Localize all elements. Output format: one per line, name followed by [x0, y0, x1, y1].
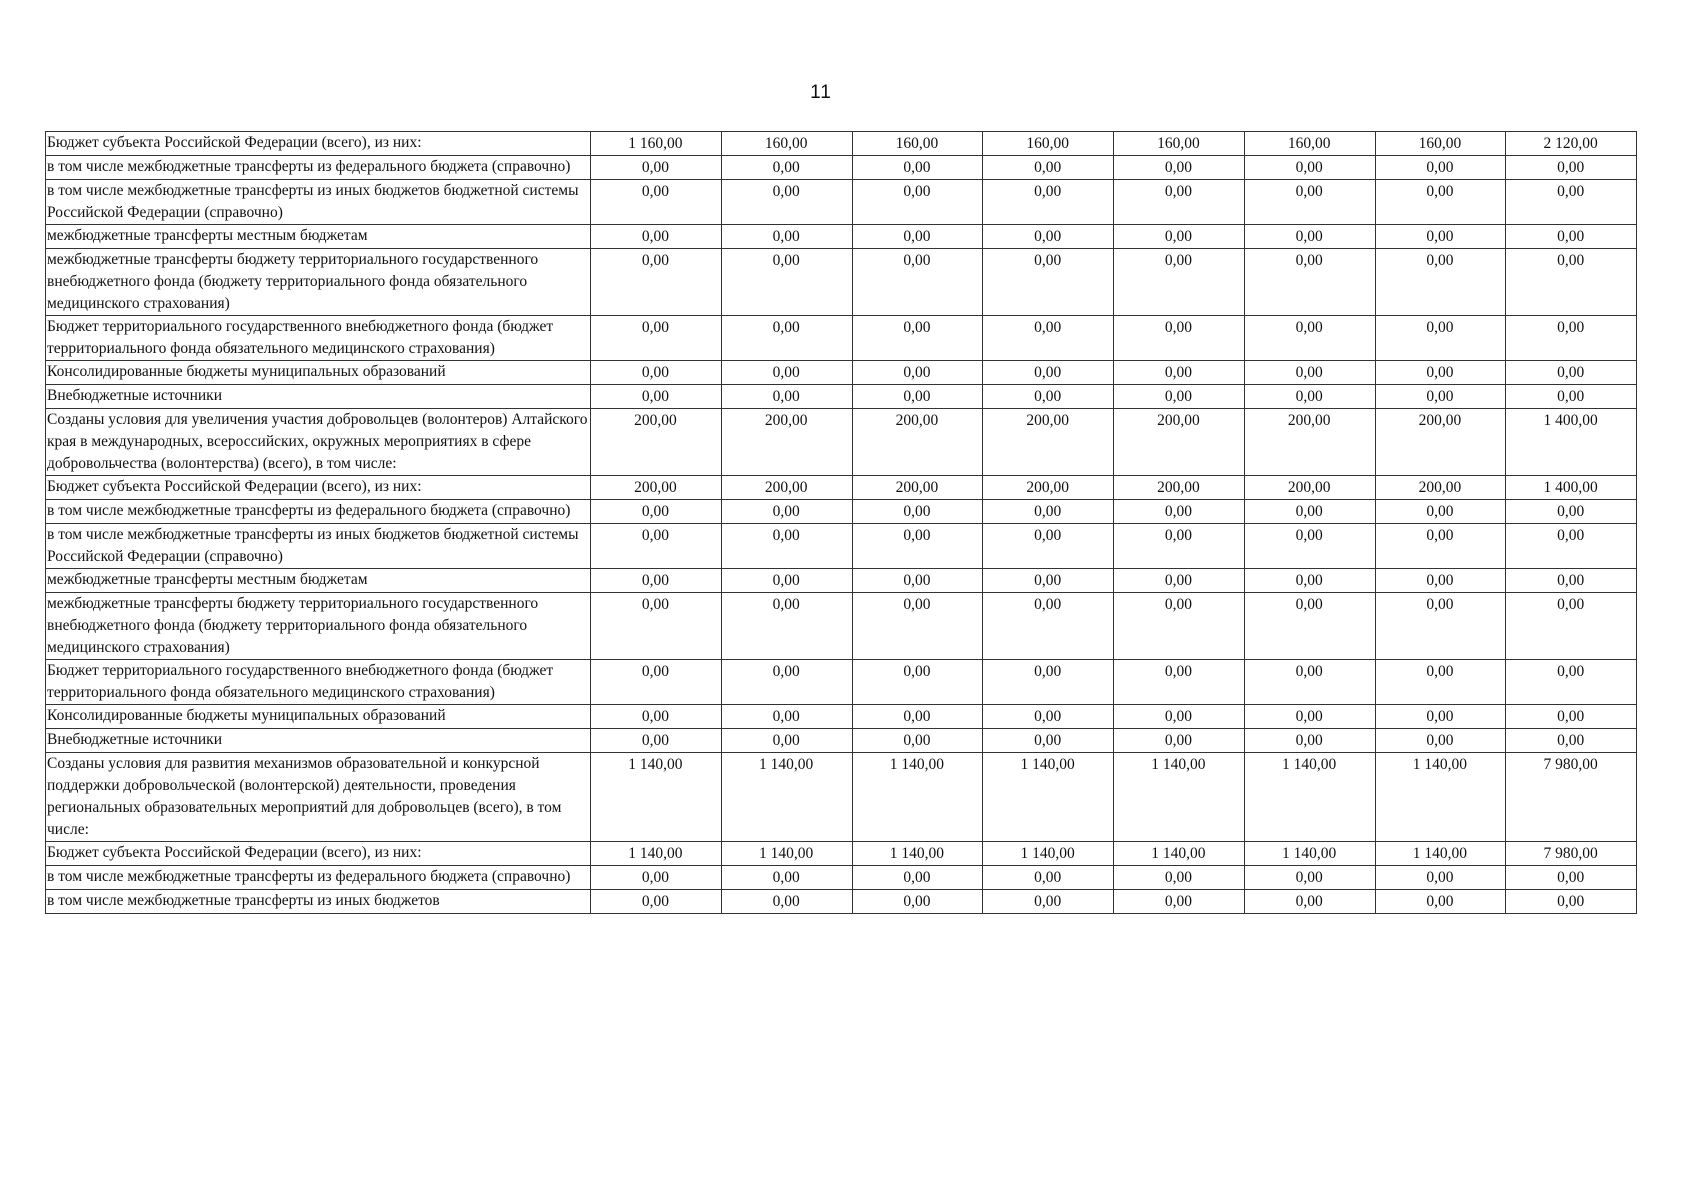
row-label: Внебюджетные источники: [46, 385, 591, 409]
value-cell: 0,00: [1244, 500, 1375, 524]
row-label: в том числе межбюджетные трансферты из федерального бюджета (справочно): [46, 156, 591, 180]
value-cell: 0,00: [721, 729, 852, 753]
value-cell: 0,00: [983, 524, 1114, 569]
value-cell: 0,00: [1375, 316, 1506, 361]
value-cell: 1 140,00: [721, 753, 852, 842]
value-cell: 200,00: [1114, 409, 1245, 476]
value-cell: 0,00: [1244, 361, 1375, 385]
value-cell: 0,00: [1244, 660, 1375, 705]
value-cell: 0,00: [721, 524, 852, 569]
value-cell: 0,00: [591, 524, 722, 569]
table-row: [46, 225, 1637, 249]
table-row: [46, 249, 1637, 316]
row-label: Бюджет территориального государственного внебюджетного фонда (бюджет территориального фонда обязательного медицинского страхования): [46, 316, 591, 361]
value-cell: 0,00: [1375, 156, 1506, 180]
value-cell: 0,00: [1114, 316, 1245, 361]
value-cell: 0,00: [591, 660, 722, 705]
value-cell: 0,00: [1244, 569, 1375, 593]
value-cell: 1 140,00: [1375, 842, 1506, 866]
value-cell: 0,00: [721, 361, 852, 385]
value-cell: 0,00: [852, 500, 983, 524]
value-cell: 0,00: [591, 500, 722, 524]
value-cell: 160,00: [1375, 132, 1506, 156]
table-row: [46, 705, 1637, 729]
value-cell: 0,00: [1506, 729, 1637, 753]
table-row: [46, 753, 1637, 842]
value-cell: 0,00: [852, 890, 983, 914]
value-cell: 160,00: [1114, 132, 1245, 156]
value-cell: 200,00: [852, 476, 983, 500]
table-row: [46, 132, 1637, 156]
value-cell: 1 140,00: [1375, 753, 1506, 842]
row-label: в том числе межбюджетные трансферты из иных бюджетов: [46, 890, 591, 914]
row-label: в том числе межбюджетные трансферты из федерального бюджета (справочно): [46, 866, 591, 890]
table-row: [46, 729, 1637, 753]
table-row: [46, 156, 1637, 180]
value-cell: 0,00: [721, 569, 852, 593]
value-cell: 1 140,00: [852, 842, 983, 866]
table-row: [46, 476, 1637, 500]
row-label: Консолидированные бюджеты муниципальных образований: [46, 361, 591, 385]
value-cell: 0,00: [983, 890, 1114, 914]
value-cell: 0,00: [591, 249, 722, 316]
value-cell: 0,00: [983, 866, 1114, 890]
value-cell: 0,00: [1244, 249, 1375, 316]
value-cell: 1 140,00: [852, 753, 983, 842]
table-row: [46, 500, 1637, 524]
value-cell: 200,00: [983, 409, 1114, 476]
value-cell: 0,00: [591, 569, 722, 593]
value-cell: 0,00: [721, 890, 852, 914]
value-cell: 0,00: [983, 249, 1114, 316]
value-cell: 0,00: [1506, 705, 1637, 729]
value-cell: 0,00: [1375, 524, 1506, 569]
row-label: Бюджет субъекта Российской Федерации (всего), из них:: [46, 842, 591, 866]
value-cell: 0,00: [1114, 569, 1245, 593]
value-cell: 0,00: [1506, 225, 1637, 249]
value-cell: 0,00: [983, 316, 1114, 361]
row-label: в том числе межбюджетные трансферты из иных бюджетов бюджетной системы Российской Федерации (справочно): [46, 524, 591, 569]
value-cell: 200,00: [721, 409, 852, 476]
value-cell: 0,00: [1506, 890, 1637, 914]
value-cell: 1 400,00: [1506, 409, 1637, 476]
value-cell: 0,00: [721, 866, 852, 890]
value-cell: 0,00: [983, 569, 1114, 593]
value-cell: 0,00: [1506, 156, 1637, 180]
value-cell: 200,00: [1114, 476, 1245, 500]
value-cell: 0,00: [591, 385, 722, 409]
row-label: в том числе межбюджетные трансферты из федерального бюджета (справочно): [46, 500, 591, 524]
value-cell: 0,00: [852, 524, 983, 569]
value-cell: 200,00: [721, 476, 852, 500]
value-cell: 0,00: [721, 225, 852, 249]
value-cell: 0,00: [1244, 385, 1375, 409]
value-cell: 0,00: [591, 890, 722, 914]
value-cell: 0,00: [1375, 500, 1506, 524]
value-cell: 0,00: [1244, 593, 1375, 660]
value-cell: 1 140,00: [1244, 753, 1375, 842]
value-cell: 0,00: [591, 225, 722, 249]
value-cell: 0,00: [852, 361, 983, 385]
value-cell: 0,00: [1244, 156, 1375, 180]
value-cell: 200,00: [591, 409, 722, 476]
value-cell: 0,00: [1506, 180, 1637, 225]
value-cell: 7 980,00: [1506, 753, 1637, 842]
table-row: [46, 866, 1637, 890]
value-cell: 160,00: [721, 132, 852, 156]
row-label: межбюджетные трансферты бюджету территориального государственного внебюджетного фонда (бюджету территориального фонда обязательного медицинского страхования): [46, 593, 591, 660]
value-cell: 0,00: [1114, 249, 1245, 316]
value-cell: 0,00: [1506, 361, 1637, 385]
value-cell: 200,00: [1375, 409, 1506, 476]
value-cell: 0,00: [591, 361, 722, 385]
value-cell: 1 140,00: [1114, 842, 1245, 866]
row-label: Созданы условия для увеличения участия добровольцев (волонтеров) Алтайского края в международных, всероссийских, окружных мероприятиях в сфере добровольчества (волонтерства) (всего), в том числе:: [46, 409, 591, 476]
value-cell: 0,00: [1375, 361, 1506, 385]
value-cell: 0,00: [1114, 660, 1245, 705]
budget-table-body: [46, 132, 1637, 914]
value-cell: 160,00: [852, 132, 983, 156]
value-cell: 0,00: [591, 593, 722, 660]
table-row: [46, 524, 1637, 569]
table-row: [46, 385, 1637, 409]
value-cell: 0,00: [983, 660, 1114, 705]
value-cell: 0,00: [1506, 593, 1637, 660]
table-row: [46, 660, 1637, 705]
value-cell: 0,00: [852, 593, 983, 660]
row-label: межбюджетные трансферты местным бюджетам: [46, 225, 591, 249]
value-cell: 0,00: [1375, 705, 1506, 729]
value-cell: 0,00: [1375, 385, 1506, 409]
value-cell: 0,00: [1114, 225, 1245, 249]
value-cell: 1 140,00: [591, 753, 722, 842]
value-cell: 0,00: [591, 316, 722, 361]
value-cell: 0,00: [852, 249, 983, 316]
table-row: [46, 316, 1637, 361]
value-cell: 0,00: [1244, 705, 1375, 729]
row-label: Бюджет территориального государственного внебюджетного фонда (бюджет территориального фонда обязательного медицинского страхования): [46, 660, 591, 705]
row-label: Бюджет субъекта Российской Федерации (всего), из них:: [46, 132, 591, 156]
value-cell: 0,00: [1375, 890, 1506, 914]
value-cell: 0,00: [721, 180, 852, 225]
value-cell: 0,00: [1506, 660, 1637, 705]
value-cell: 0,00: [852, 705, 983, 729]
value-cell: 0,00: [983, 180, 1114, 225]
value-cell: 0,00: [852, 866, 983, 890]
value-cell: 0,00: [1244, 225, 1375, 249]
value-cell: 0,00: [1244, 316, 1375, 361]
value-cell: 0,00: [1375, 569, 1506, 593]
value-cell: 0,00: [1244, 729, 1375, 753]
value-cell: 0,00: [1244, 180, 1375, 225]
value-cell: 0,00: [983, 156, 1114, 180]
value-cell: 0,00: [591, 705, 722, 729]
value-cell: 0,00: [983, 500, 1114, 524]
value-cell: 0,00: [983, 385, 1114, 409]
value-cell: 0,00: [1506, 866, 1637, 890]
value-cell: 0,00: [1114, 385, 1245, 409]
value-cell: 0,00: [721, 660, 852, 705]
value-cell: 0,00: [1114, 593, 1245, 660]
value-cell: 0,00: [1506, 500, 1637, 524]
value-cell: 0,00: [852, 385, 983, 409]
value-cell: 0,00: [1506, 385, 1637, 409]
value-cell: 0,00: [983, 729, 1114, 753]
value-cell: 160,00: [1244, 132, 1375, 156]
value-cell: 0,00: [852, 225, 983, 249]
value-cell: 0,00: [983, 705, 1114, 729]
row-label: межбюджетные трансферты бюджету территориального государственного внебюджетного фонда (бюджету территориального фонда обязательного медицинского страхования): [46, 249, 591, 316]
value-cell: 200,00: [852, 409, 983, 476]
value-cell: 0,00: [1375, 180, 1506, 225]
value-cell: 0,00: [1114, 524, 1245, 569]
page-number: 11: [810, 82, 832, 103]
value-cell: 0,00: [1375, 660, 1506, 705]
value-cell: 1 140,00: [591, 842, 722, 866]
value-cell: 200,00: [1375, 476, 1506, 500]
value-cell: 0,00: [1244, 866, 1375, 890]
value-cell: 0,00: [1375, 593, 1506, 660]
value-cell: 0,00: [1114, 361, 1245, 385]
value-cell: 0,00: [1114, 729, 1245, 753]
value-cell: 0,00: [721, 593, 852, 660]
row-label: Консолидированные бюджеты муниципальных образований: [46, 705, 591, 729]
value-cell: 0,00: [1114, 180, 1245, 225]
row-label: межбюджетные трансферты местным бюджетам: [46, 569, 591, 593]
value-cell: 0,00: [721, 385, 852, 409]
value-cell: 0,00: [1375, 249, 1506, 316]
table-row: [46, 180, 1637, 225]
value-cell: 0,00: [1114, 705, 1245, 729]
value-cell: 0,00: [983, 361, 1114, 385]
value-cell: 0,00: [721, 249, 852, 316]
value-cell: 0,00: [591, 729, 722, 753]
table-row: [46, 569, 1637, 593]
value-cell: 0,00: [1114, 500, 1245, 524]
row-label: Бюджет субъекта Российской Федерации (всего), из них:: [46, 476, 591, 500]
value-cell: 0,00: [852, 729, 983, 753]
value-cell: 0,00: [1506, 524, 1637, 569]
value-cell: 1 140,00: [721, 842, 852, 866]
value-cell: 0,00: [1375, 225, 1506, 249]
value-cell: 0,00: [1506, 316, 1637, 361]
value-cell: 0,00: [1114, 890, 1245, 914]
budget-table: [45, 131, 1637, 914]
value-cell: 0,00: [852, 180, 983, 225]
value-cell: 0,00: [1375, 729, 1506, 753]
row-label: Созданы условия для развития механизмов образовательной и конкурсной поддержки добровольческой (волонтерской) деятельности, проведения региональных образовательных мероприятий для добровольцев (всего), в том числе:: [46, 753, 591, 842]
row-label: в том числе межбюджетные трансферты из иных бюджетов бюджетной системы Российской Федерации (справочно): [46, 180, 591, 225]
value-cell: 1 140,00: [1114, 753, 1245, 842]
value-cell: 0,00: [1244, 524, 1375, 569]
value-cell: 1 140,00: [1244, 842, 1375, 866]
value-cell: 0,00: [721, 316, 852, 361]
value-cell: 0,00: [591, 156, 722, 180]
value-cell: 0,00: [1506, 569, 1637, 593]
budget-table-container: [45, 131, 1637, 914]
value-cell: 2 120,00: [1506, 132, 1637, 156]
value-cell: 200,00: [1244, 409, 1375, 476]
value-cell: 1 140,00: [983, 753, 1114, 842]
value-cell: 0,00: [852, 569, 983, 593]
table-row: [46, 361, 1637, 385]
table-row: [46, 890, 1637, 914]
value-cell: 0,00: [983, 593, 1114, 660]
value-cell: 0,00: [591, 180, 722, 225]
value-cell: 1 140,00: [983, 842, 1114, 866]
table-row: [46, 409, 1637, 476]
value-cell: 0,00: [591, 866, 722, 890]
value-cell: 0,00: [1244, 890, 1375, 914]
value-cell: 200,00: [591, 476, 722, 500]
value-cell: 0,00: [721, 705, 852, 729]
value-cell: 0,00: [721, 156, 852, 180]
table-row: [46, 593, 1637, 660]
value-cell: 0,00: [1114, 866, 1245, 890]
value-cell: 1 400,00: [1506, 476, 1637, 500]
value-cell: 0,00: [852, 660, 983, 705]
value-cell: 160,00: [983, 132, 1114, 156]
value-cell: 200,00: [1244, 476, 1375, 500]
value-cell: 0,00: [983, 225, 1114, 249]
value-cell: 0,00: [1375, 866, 1506, 890]
row-label: Внебюджетные источники: [46, 729, 591, 753]
value-cell: 0,00: [1506, 249, 1637, 316]
value-cell: 1 160,00: [591, 132, 722, 156]
value-cell: 0,00: [852, 156, 983, 180]
table-row: [46, 842, 1637, 866]
value-cell: 0,00: [1114, 156, 1245, 180]
value-cell: 0,00: [721, 500, 852, 524]
value-cell: 7 980,00: [1506, 842, 1637, 866]
value-cell: 0,00: [852, 316, 983, 361]
value-cell: 200,00: [983, 476, 1114, 500]
